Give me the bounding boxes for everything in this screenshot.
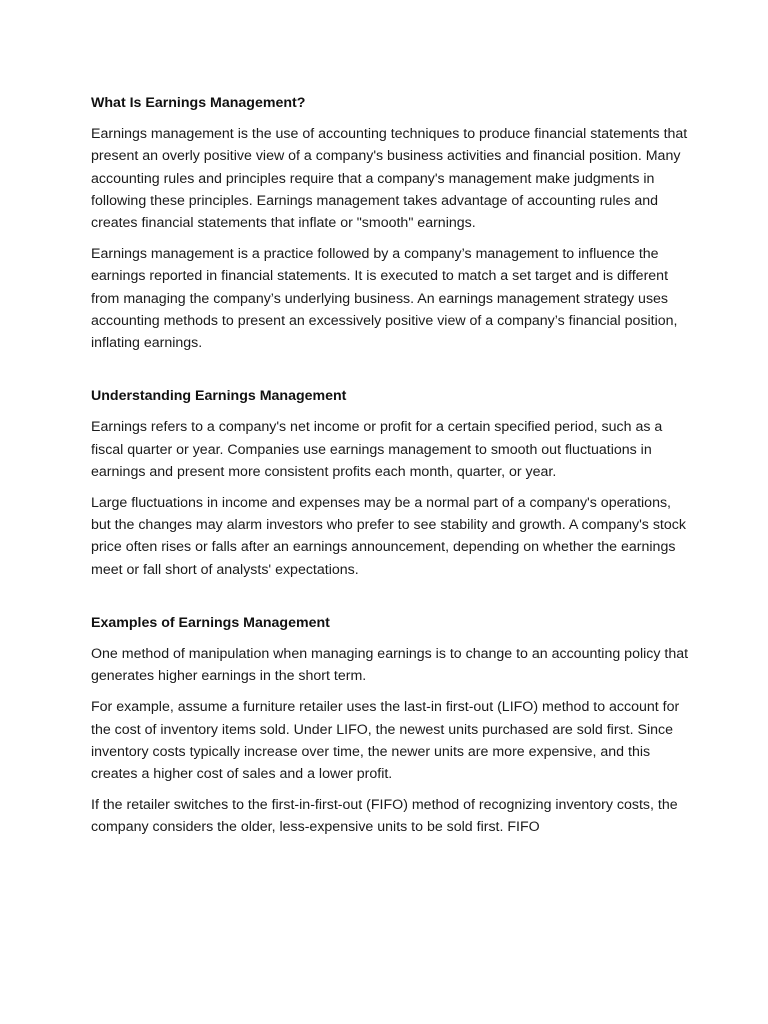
paragraph: One method of manipulation when managing earnings is to change to an accounting policy that generates higher earnings in the short term.: [91, 646, 689, 685]
paragraph: For example, assume a furniture retailer uses the last-in first-out (LIFO) method to account for the cost of inventory items sold. Under LIFO, the newest units purchased are sold first. Since inventory costs typically increase over time, the newer units are more expensive, and this creates a higher cost of sales and a lower profit.: [91, 699, 680, 783]
section-spacer: [91, 363, 691, 385]
paragraph: Earnings management is the use of accounting techniques to produce financial statements that present an overly positive view of a company's business activities and financial position. Many accounting rules and principles require that a company's management make judgments in following these principles. Earnings management takes advantage of accounting rules and creates financial statements that inflate or "smooth" earnings.: [91, 126, 688, 232]
document-body: [91, 92, 691, 848]
paragraph: Earnings refers to a company's net income or profit for a certain specified period, such as a fiscal quarter or year. Companies use earnings management to smooth out fluctuations in earnings and present more consistent profits each month, quarter, or year.: [91, 419, 663, 480]
section-heading-understanding: Understanding Earnings Management: [91, 388, 347, 405]
paragraph: If the retailer switches to the first-in-first-out (FIFO) method of recognizing inventory costs, the company considers the older, less-expensive units to be sold first. FIFO: [91, 797, 678, 836]
section-heading-what-is: What Is Earnings Management?: [91, 95, 306, 111]
paragraph: Earnings management is a practice followed by a company’s management to influence the earnings reported in financial statements. It is executed to match a set target and is different from managing the company’s underlying business. An earnings management strategy uses accounting methods to present an excessively positive view of a company’s financial position, inflating earnings.: [91, 246, 678, 352]
section-spacer: [91, 590, 691, 612]
section-heading-examples: Examples of Earnings Management: [91, 614, 330, 631]
paragraph: Large fluctuations in income and expenses may be a normal part of a company's operations, but the changes may alarm investors who prefer to see stability and growth. A company's stock price often rises or falls after an earnings announcement, depending on whether the earnings meet or fall short of analysts' expectations.: [91, 495, 686, 578]
